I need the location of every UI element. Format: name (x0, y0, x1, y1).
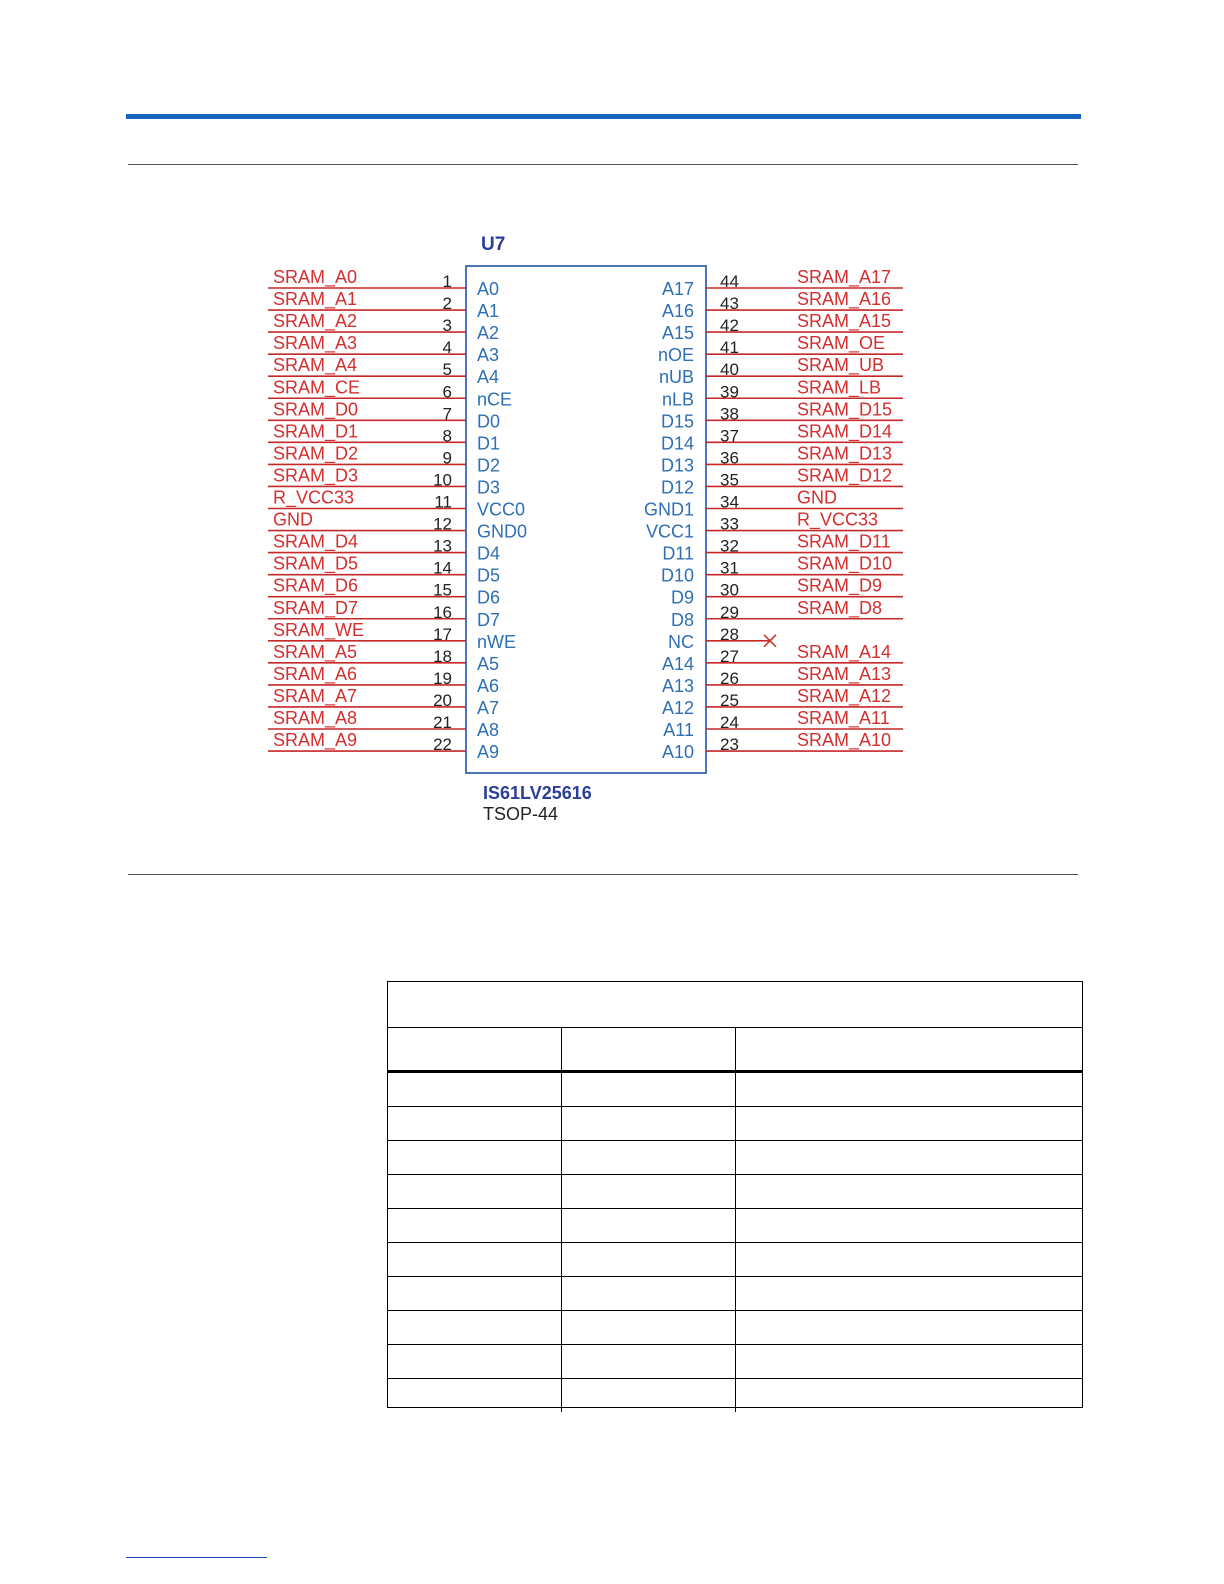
pin-number: 1 (442, 272, 452, 291)
table-cell (736, 1345, 1082, 1378)
table-body (388, 1073, 1082, 1412)
pin-name: A10 (661, 742, 694, 763)
pin-number: 31 (720, 558, 739, 578)
pin-number: 40 (720, 360, 739, 380)
table-cell (388, 1379, 562, 1412)
table-cell (736, 1073, 1082, 1106)
table-row (388, 1141, 1082, 1175)
pin-name: D10 (660, 565, 694, 586)
table-cell (388, 1209, 562, 1242)
table-header-cell (736, 1028, 1082, 1070)
pin-number: 30 (720, 580, 739, 600)
net-label: SRAM_A16 (797, 289, 892, 310)
pin-name: A0 (477, 279, 500, 299)
net-label: SRAM_D3 (273, 465, 359, 486)
net-label: SRAM_A3 (273, 333, 358, 354)
net-label: SRAM_D0 (273, 399, 359, 420)
pin-number: 6 (442, 382, 452, 402)
pin-number: 25 (720, 690, 739, 710)
pin-name: nLB (661, 389, 694, 410)
pin-name: D2 (477, 455, 501, 476)
pin-number: 11 (434, 492, 452, 512)
pin-name: D13 (660, 455, 694, 476)
pin-name: D3 (477, 477, 501, 498)
net-label: SRAM_D11 (797, 531, 891, 552)
table-cell (736, 1311, 1082, 1344)
pin-name: A17 (661, 279, 694, 299)
pin-name: A16 (661, 301, 694, 322)
table-row (388, 1277, 1082, 1311)
net-label: SRAM_A17 (797, 267, 892, 287)
pin-number: 43 (720, 294, 739, 314)
net-label: SRAM_LB (797, 377, 882, 398)
net-label: SRAM_A11 (797, 708, 890, 728)
pin-number: 32 (720, 536, 739, 556)
net-label: SRAM_D5 (273, 553, 359, 574)
pin-number: 19 (433, 668, 452, 688)
pin-name: A4 (477, 367, 500, 388)
pin-name: A15 (661, 323, 694, 344)
pin-number: 15 (433, 580, 452, 600)
pin-name: D11 (662, 543, 694, 564)
net-label: SRAM_D15 (797, 399, 893, 420)
net-label: SRAM_WE (273, 619, 365, 640)
table-cell (736, 1141, 1082, 1174)
table-row (388, 1243, 1082, 1277)
table-cell (388, 1345, 562, 1378)
table-cell (388, 1107, 562, 1140)
net-label: GND (273, 509, 313, 530)
net-label: SRAM_OE (797, 333, 886, 354)
pin-number: 2 (442, 294, 452, 314)
pin-name: A13 (661, 675, 694, 696)
table-row (388, 1379, 1082, 1412)
table-row (388, 1311, 1082, 1345)
pin-number: 8 (442, 426, 452, 446)
part-number-label: IS61LV25616 (483, 783, 592, 803)
pin-name: D6 (477, 587, 501, 608)
net-label: SRAM_A2 (273, 311, 358, 332)
pin-number: 42 (720, 316, 739, 336)
net-label: SRAM_A15 (797, 311, 892, 332)
net-label: SRAM_UB (797, 355, 885, 376)
net-label: SRAM_CE (273, 377, 361, 398)
net-label: R_VCC33 (273, 487, 355, 508)
pin-name: A1 (477, 301, 500, 322)
pin-name: GND1 (643, 499, 694, 520)
table-cell (562, 1107, 736, 1140)
pin-number: 18 (433, 646, 452, 666)
table-cell (736, 1379, 1082, 1412)
right-pin-group (644, 267, 903, 762)
pin-number: 33 (720, 514, 739, 534)
pin-number: 9 (442, 448, 452, 468)
net-label: SRAM_D1 (273, 421, 359, 442)
pin-name: A11 (663, 720, 694, 740)
table-cell (562, 1345, 736, 1378)
pin-name: A6 (477, 675, 500, 696)
net-label: SRAM_D14 (797, 421, 893, 442)
pin-assignment-table (387, 981, 1083, 1408)
net-label: SRAM_A9 (273, 730, 358, 751)
footer-rule (126, 1557, 267, 1558)
net-label: SRAM_A1 (273, 289, 358, 310)
pin-number: 17 (433, 624, 452, 644)
pin-number: 4 (442, 338, 452, 358)
pin-number: 41 (720, 338, 739, 358)
pin-number: 10 (433, 470, 452, 490)
pin-name: VCC0 (477, 499, 526, 520)
pin-name: A2 (477, 323, 500, 344)
table-cell (388, 1175, 562, 1208)
pin-name: A7 (477, 697, 500, 718)
net-label: SRAM_D9 (797, 575, 883, 596)
pin-number: 44 (720, 272, 739, 291)
table-cell (562, 1277, 736, 1310)
net-label: SRAM_D13 (797, 443, 893, 464)
pin-number: 37 (720, 426, 739, 446)
table-row (388, 1209, 1082, 1243)
package-label: TSOP-44 (483, 804, 559, 824)
table-cell (736, 1175, 1082, 1208)
pin-number: 14 (433, 558, 452, 578)
pin-number: 7 (442, 404, 452, 424)
pin-name: A12 (661, 697, 694, 718)
pin-number: 26 (720, 668, 739, 688)
pin-number: 35 (720, 470, 739, 490)
pin-number: 29 (720, 602, 739, 622)
table-header-cell (388, 1028, 562, 1070)
pin-number: 23 (720, 735, 739, 755)
table-cell (736, 1277, 1082, 1310)
net-label: SRAM_A10 (797, 730, 892, 751)
refdes-label: U7 (481, 234, 506, 255)
pin-number: 36 (720, 448, 739, 468)
net-label: SRAM_D7 (273, 597, 359, 618)
pin-number: 38 (720, 404, 739, 424)
pin-name: D7 (477, 609, 501, 630)
table-row (388, 1107, 1082, 1141)
net-label: SRAM_A7 (273, 685, 358, 706)
table-header-cell (562, 1028, 736, 1070)
table-cell (562, 1311, 736, 1344)
net-label: SRAM_D10 (797, 553, 893, 574)
table-cell (736, 1209, 1082, 1242)
table-cell (388, 1073, 562, 1106)
table-cell (388, 1277, 562, 1310)
pin-name: A5 (477, 653, 500, 674)
table-cell (562, 1073, 736, 1106)
pin-name: nOE (657, 345, 694, 366)
pin-number: 22 (433, 735, 452, 755)
net-label: SRAM_D2 (273, 443, 359, 464)
pin-number: 39 (720, 382, 739, 402)
pin-name: D8 (670, 609, 694, 630)
pin-name: NC (668, 631, 694, 652)
pin-number: 16 (433, 602, 452, 622)
table-cell (562, 1209, 736, 1242)
table-cell (562, 1379, 736, 1412)
pin-name: GND0 (477, 521, 528, 542)
pin-number: 21 (433, 713, 452, 732)
pin-number: 27 (720, 646, 739, 666)
table-header-row (388, 1028, 1082, 1073)
net-label: R_VCC33 (797, 509, 879, 530)
pin-number: 13 (433, 536, 452, 556)
table-cell (388, 1311, 562, 1344)
table-cell (562, 1141, 736, 1174)
pin-name: A3 (477, 345, 500, 366)
net-label: SRAM_D12 (797, 465, 893, 486)
net-label: SRAM_A13 (797, 663, 892, 684)
pin-name: A14 (661, 653, 694, 674)
net-label: SRAM_D6 (273, 575, 359, 596)
table-cell (736, 1107, 1082, 1140)
table-cell (562, 1175, 736, 1208)
pin-name: A8 (477, 720, 500, 740)
net-label: SRAM_A12 (797, 685, 892, 706)
pin-name: A9 (477, 742, 500, 763)
pin-number: 28 (720, 624, 739, 644)
pin-name: D9 (670, 587, 694, 608)
net-label: SRAM_A4 (273, 355, 358, 376)
pin-name: D5 (477, 565, 501, 586)
pin-number: 3 (442, 316, 452, 336)
pin-name: D14 (660, 433, 694, 454)
table-row (388, 1073, 1082, 1107)
net-label: SRAM_A6 (273, 663, 358, 684)
figure-bottom-rule (128, 874, 1078, 875)
table-cell (388, 1243, 562, 1276)
pin-name: nCE (477, 389, 513, 410)
net-label: GND (797, 487, 837, 508)
pin-name: D0 (477, 411, 501, 432)
pin-number: 12 (433, 514, 452, 534)
net-label: SRAM_D8 (797, 597, 883, 618)
table-caption (388, 982, 1082, 1028)
pin-name: D1 (477, 433, 501, 454)
table-cell (562, 1243, 736, 1276)
left-pin-group (268, 267, 527, 762)
net-label: SRAM_A8 (273, 708, 358, 728)
pin-name: D4 (477, 543, 501, 564)
pin-number: 24 (720, 713, 739, 732)
net-label: SRAM_D4 (273, 531, 359, 552)
table-cell (388, 1141, 562, 1174)
pin-name: D15 (660, 411, 694, 432)
net-label: SRAM_A14 (797, 641, 892, 662)
table-row (388, 1175, 1082, 1209)
pin-name: D12 (660, 477, 694, 498)
pin-name: nUB (658, 367, 694, 388)
table-row (388, 1345, 1082, 1379)
pin-number: 20 (433, 690, 452, 710)
net-label: SRAM_A5 (273, 641, 358, 662)
net-label: SRAM_A0 (273, 267, 358, 287)
pin-number: 5 (442, 360, 452, 380)
pin-name: nWE (477, 631, 517, 652)
pin-number: 34 (720, 492, 739, 512)
table-cell (736, 1243, 1082, 1276)
pin-name: VCC1 (645, 521, 694, 542)
